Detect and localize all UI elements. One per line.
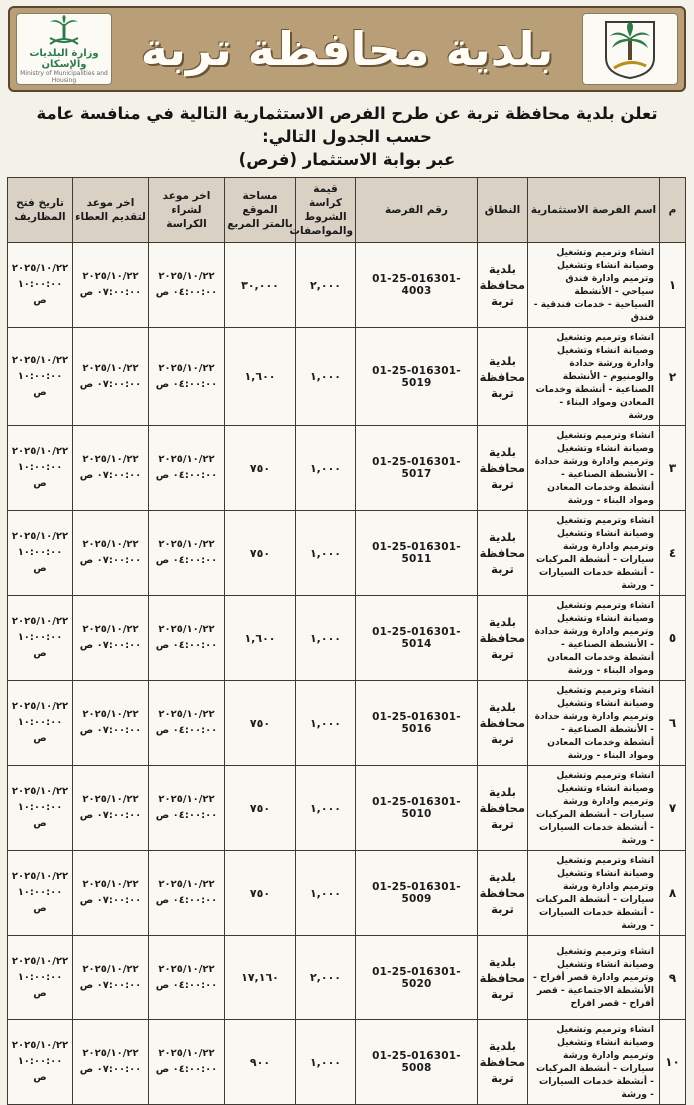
open-date-time: ١٠:٠٠:٠٠ ص — [17, 547, 63, 574]
opportunity-name-cell: انشاء وترميم وتشغيل وصيانة انشاء وتشغيل وترميم وادارة ورشة حدادة - الأنشطة الصناعية - أنشطة وخدمات المعادن ومواد البناء - ورشة — [528, 596, 660, 681]
opportunity-number-cell: 01-25-016301-5017 — [356, 426, 478, 511]
buy-deadline-time: ٠٤:٠٠:٠٠ ص — [155, 470, 218, 481]
opportunity-name-cell: انشاء وترميم وتشغيل وصيانة انشاء وتشغيل وترميم وادارة ورشة سيارات - أنشطة المركبات - أنشطة خدمات السيارات - ورشة — [528, 1020, 660, 1105]
opportunity-number-cell: 01-25-016301-5009 — [356, 851, 478, 936]
site-area-cell: ٧٥٠ — [225, 681, 296, 766]
row-number-cell: ٩ — [660, 936, 686, 1020]
bid-deadline-date: ٢٠٢٥/١٠/٢٢ — [82, 624, 139, 635]
site-area-cell: ١,٦٠٠ — [225, 596, 296, 681]
page-title: بلدية محافظة تربة — [140, 22, 554, 76]
bid-deadline-date: ٢٠٢٥/١٠/٢٢ — [82, 362, 139, 374]
buy-deadline-cell — [149, 766, 225, 851]
opportunity-name-cell: انشاء وترميم وتشغيل وصيانة انشاء وتشغيل وترميم وادارة ورشة حدادة - الأنشطة الصناعية - أنشطة وخدمات المعادن ومواد البناء - ورشة — [528, 681, 660, 766]
bid-deadline-cell — [73, 328, 149, 426]
bid-deadline-cell — [73, 596, 149, 681]
opportunity-number-cell: 01-25-016301-5016 — [356, 681, 478, 766]
header-name: اسم الفرصة الاستثمارية — [528, 178, 660, 243]
opportunity-name-cell: انشاء وترميم وتشغيل وصيانة انشاء وتشغيل وترميم وادارة ورشة سيارات - أنشطة المركبات - أنشطة خدمات السيارات - ورشة — [528, 511, 660, 596]
open-date-cell — [8, 243, 73, 328]
scope-cell: بلدية محافظة تربة — [478, 851, 528, 936]
row-number-cell: ٢ — [660, 328, 686, 426]
table-row — [8, 243, 686, 328]
row-number-cell: ٦ — [660, 681, 686, 766]
bid-deadline-time: ٠٧:٠٠:٠٠ ص — [79, 725, 142, 736]
opportunity-number-cell: 01-25-016301-5020 — [356, 936, 478, 1020]
site-area-cell: ١,٦٠٠ — [225, 328, 296, 426]
header-opportunity-number: رقم الفرصة — [356, 178, 478, 243]
open-date-cell — [8, 511, 73, 596]
booklet-price-cell: ١,٠٠٠ — [296, 511, 356, 596]
buy-deadline-cell — [149, 851, 225, 936]
header-bid-deadline: اخر موعد لتقديم العطاء — [73, 178, 149, 243]
bid-deadline-time: ٠٧:٠٠:٠٠ ص — [79, 1064, 142, 1075]
opportunity-name-cell: انشاء وترميم وتشغيل وصيانة انشاء وتشغيل وترميم وادارة ورشة سيارات - أنشطة المركبات - أنشطة خدمات السيارات - ورشة — [528, 851, 660, 936]
scope-cell: بلدية محافظة تربة — [478, 243, 528, 328]
scope-cell: بلدية محافظة تربة — [478, 426, 528, 511]
table-row — [8, 936, 686, 1020]
open-date-cell — [8, 426, 73, 511]
booklet-price-cell: ١,٠٠٠ — [296, 328, 356, 426]
bid-deadline-cell — [73, 243, 149, 328]
palm-swords-icon — [42, 14, 86, 48]
booklet-price-cell: ١,٠٠٠ — [296, 851, 356, 936]
buy-deadline-date: ٢٠٢٥/١٠/٢٢ — [158, 539, 215, 550]
header-site-area: مساحة الموقع بالمتر المربع — [225, 178, 296, 243]
bid-deadline-cell — [73, 511, 149, 596]
bid-deadline-time: ٠٧:٠٠:٠٠ ص — [79, 979, 142, 991]
opportunity-number-cell: 01-25-016301-5010 — [356, 766, 478, 851]
scope-cell: بلدية محافظة تربة — [478, 681, 528, 766]
booklet-price-cell: ١,٠٠٠ — [296, 426, 356, 511]
ministry-logo — [16, 13, 112, 85]
opportunity-name-cell: انشاء وترميم وتشغيل وصيانة انشاء وتشغيل وترميم وادارة فندق سياحي - الأنشطة السياحية - خدمات فندقية - فندق — [528, 243, 660, 328]
site-area-cell: ٧٥٠ — [225, 426, 296, 511]
buy-deadline-cell — [149, 511, 225, 596]
table-row — [8, 328, 686, 426]
buy-deadline-date: ٢٠٢٥/١٠/٢٢ — [158, 963, 215, 975]
open-date-date: ٢٠٢٥/١٠/٢٢ — [11, 871, 69, 882]
buy-deadline-cell — [149, 243, 225, 328]
scope-cell: بلدية محافظة تربة — [478, 766, 528, 851]
header-booklet-price: قيمة كراسة الشروط والمواصفات — [296, 178, 356, 243]
open-date-date: ٢٠٢٥/١٠/٢٢ — [11, 1040, 69, 1051]
open-date-date: ٢٠٢٥/١٠/٢٢ — [11, 531, 69, 542]
open-date-cell — [8, 681, 73, 766]
header-open-date: تاريخ فتح المظاريف — [8, 178, 73, 243]
bid-deadline-time: ٠٧:٠٠:٠٠ ص — [79, 378, 142, 390]
open-date-date: ٢٠٢٥/١٠/٢٢ — [11, 701, 69, 712]
table-row — [8, 851, 686, 936]
bid-deadline-date: ٢٠٢٥/١٠/٢٢ — [82, 539, 139, 550]
buy-deadline-cell — [149, 1020, 225, 1105]
municipality-logo — [582, 13, 678, 85]
booklet-price-cell: ٢,٠٠٠ — [296, 936, 356, 1020]
bid-deadline-time: ٠٧:٠٠:٠٠ ص — [79, 640, 142, 651]
ministry-subtitle: Ministry of Municipalities and Housing — [20, 70, 108, 84]
row-number-cell: ١ — [660, 243, 686, 328]
open-date-cell — [8, 1020, 73, 1105]
bid-deadline-cell — [73, 681, 149, 766]
opportunity-name-cell: انشاء وترميم وتشغيل وصيانة انشاء وتشغيل وترميم وادارة ورشة حدادة - الأنشطة الصناعية - أنشطة وخدمات المعادن ومواد البناء - ورشة — [528, 426, 660, 511]
open-date-time: ١٠:٠٠:٠٠ ص — [17, 802, 63, 829]
bid-deadline-cell — [73, 936, 149, 1020]
opportunity-number-cell: 01-25-016301-5019 — [356, 328, 478, 426]
bid-deadline-cell — [73, 766, 149, 851]
table-row — [8, 766, 686, 851]
open-date-date: ٢٠٢٥/١٠/٢٢ — [11, 955, 69, 967]
header-scope: النطاق — [478, 178, 528, 243]
buy-deadline-date: ٢٠٢٥/١٠/٢٢ — [158, 624, 215, 635]
table-row — [8, 596, 686, 681]
buy-deadline-time: ٠٤:٠٠:٠٠ ص — [155, 1064, 218, 1075]
booklet-price-cell: ١,٠٠٠ — [296, 766, 356, 851]
buy-deadline-cell — [149, 936, 225, 1020]
site-area-cell: ١٧,١٦٠ — [225, 936, 296, 1020]
bid-deadline-time: ٠٧:٠٠:٠٠ ص — [79, 287, 142, 298]
buy-deadline-date: ٢٠٢٥/١٠/٢٢ — [158, 709, 215, 720]
open-date-cell — [8, 851, 73, 936]
open-date-date: ٢٠٢٥/١٠/٢٢ — [11, 616, 69, 627]
site-area-cell: ٩٠٠ — [225, 1020, 296, 1105]
opportunity-name-cell: انشاء وترميم وتشغيل وصيانة انشاء وتشغيل وترميم وادارة قصر أفراح - الأنشطة الاجتماعية - قصر أفراح - قصر افراح — [528, 936, 660, 1020]
opportunity-number-cell: 01-25-016301-4003 — [356, 243, 478, 328]
bid-deadline-date: ٢٠٢٥/١٠/٢٢ — [82, 271, 139, 282]
open-date-cell — [8, 596, 73, 681]
scope-cell: بلدية محافظة تربة — [478, 511, 528, 596]
row-number-cell: ٨ — [660, 851, 686, 936]
buy-deadline-cell — [149, 596, 225, 681]
buy-deadline-date: ٢٠٢٥/١٠/٢٢ — [158, 271, 215, 282]
announcement-line-1: تعلن بلدية محافظة تربة عن طرح الفرص الاستثمارية التالية في منافسة عامة حسب الجدول التالي: — [36, 104, 658, 146]
bid-deadline-cell — [73, 851, 149, 936]
table-header-row — [8, 178, 686, 243]
buy-deadline-cell — [149, 328, 225, 426]
open-date-date: ٢٠٢٥/١٠/٢٢ — [11, 446, 69, 457]
scope-cell: بلدية محافظة تربة — [478, 596, 528, 681]
header-buy-deadline: اخر موعد لشراء الكراسة — [149, 178, 225, 243]
booklet-price-cell: ١,٠٠٠ — [296, 596, 356, 681]
bid-deadline-date: ٢٠٢٥/١٠/٢٢ — [82, 454, 139, 465]
buy-deadline-time: ٠٤:٠٠:٠٠ ص — [155, 555, 218, 566]
opportunity-name-cell: انشاء وترميم وتشغيل وصيانة انشاء وتشغيل وترميم وادارة ورشة سيارات - أنشطة المركبات - أنشطة خدمات السيارات - ورشة — [528, 766, 660, 851]
palm-emblem-icon — [600, 18, 660, 80]
table-row — [8, 681, 686, 766]
booklet-price-cell: ١,٠٠٠ — [296, 1020, 356, 1105]
bid-deadline-date: ٢٠٢٥/١٠/٢٢ — [82, 963, 139, 975]
bid-deadline-cell — [73, 1020, 149, 1105]
site-area-cell: ٧٥٠ — [225, 766, 296, 851]
open-date-cell — [8, 766, 73, 851]
row-number-cell: ٥ — [660, 596, 686, 681]
open-date-time: ١٠:٠٠:٠٠ ص — [17, 462, 63, 489]
booklet-price-cell: ٢,٠٠٠ — [296, 243, 356, 328]
buy-deadline-time: ٠٤:٠٠:٠٠ ص — [155, 640, 218, 651]
opportunity-number-cell: 01-25-016301-5008 — [356, 1020, 478, 1105]
open-date-cell — [8, 936, 73, 1020]
scope-cell: بلدية محافظة تربة — [478, 1020, 528, 1105]
announcement-line-2: عبر بوابة الاستثمار (فرص) — [238, 150, 456, 169]
open-date-time: ١٠:٠٠:٠٠ ص — [17, 632, 63, 659]
opportunity-name-cell: انشاء وترميم وتشغيل وصيانة انشاء وتشغيل وادارة ورشة حدادة والومنيوم - الأنشطة الصناعية - أنشطة وخدمات المعادن ومواد البناء - ورشة — [528, 328, 660, 426]
site-area-cell: ٣٠,٠٠٠ — [225, 243, 296, 328]
buy-deadline-time: ٠٤:٠٠:٠٠ ص — [155, 287, 218, 298]
table-row — [8, 426, 686, 511]
open-date-date: ٢٠٢٥/١٠/٢٢ — [11, 263, 69, 274]
table-row — [8, 511, 686, 596]
scope-cell: بلدية محافظة تربة — [478, 328, 528, 426]
buy-deadline-date: ٢٠٢٥/١٠/٢٢ — [158, 794, 215, 805]
announcement — [12, 102, 682, 171]
open-date-time: ١٠:٠٠:٠٠ ص — [17, 717, 63, 744]
open-date-date: ٢٠٢٥/١٠/٢٢ — [11, 786, 69, 797]
buy-deadline-date: ٢٠٢٥/١٠/٢٢ — [158, 1048, 215, 1059]
header-num: م — [660, 178, 686, 243]
open-date-time: ١٠:٠٠:٠٠ ص — [17, 370, 63, 398]
row-number-cell: ٤ — [660, 511, 686, 596]
site-area-cell: ٧٥٠ — [225, 851, 296, 936]
bid-deadline-date: ٢٠٢٥/١٠/٢٢ — [82, 1048, 139, 1059]
row-number-cell: ٧ — [660, 766, 686, 851]
open-date-cell — [8, 328, 73, 426]
opportunity-number-cell: 01-25-016301-5014 — [356, 596, 478, 681]
bid-deadline-time: ٠٧:٠٠:٠٠ ص — [79, 555, 142, 566]
buy-deadline-time: ٠٤:٠٠:٠٠ ص — [155, 378, 218, 390]
header-banner — [8, 6, 686, 92]
scope-cell: بلدية محافظة تربة — [478, 936, 528, 1020]
booklet-price-cell: ١,٠٠٠ — [296, 681, 356, 766]
bid-deadline-cell — [73, 426, 149, 511]
bid-deadline-date: ٢٠٢٥/١٠/٢٢ — [82, 709, 139, 720]
open-date-time: ١٠:٠٠:٠٠ ص — [17, 279, 63, 306]
open-date-date: ٢٠٢٥/١٠/٢٢ — [11, 354, 69, 366]
buy-deadline-time: ٠٤:٠٠:٠٠ ص — [155, 979, 218, 991]
bid-deadline-time: ٠٧:٠٠:٠٠ ص — [79, 810, 142, 821]
buy-deadline-date: ٢٠٢٥/١٠/٢٢ — [158, 362, 215, 374]
bid-deadline-time: ٠٧:٠٠:٠٠ ص — [79, 895, 142, 906]
table-row — [8, 1020, 686, 1105]
opportunities-table — [7, 177, 686, 1105]
row-number-cell: ١٠ — [660, 1020, 686, 1105]
bid-deadline-time: ٠٧:٠٠:٠٠ ص — [79, 470, 142, 481]
buy-deadline-date: ٢٠٢٥/١٠/٢٢ — [158, 454, 215, 465]
site-area-cell: ٧٥٠ — [225, 511, 296, 596]
open-date-time: ١٠:٠٠:٠٠ ص — [17, 1056, 63, 1083]
buy-deadline-time: ٠٤:٠٠:٠٠ ص — [155, 810, 218, 821]
row-number-cell: ٣ — [660, 426, 686, 511]
bid-deadline-date: ٢٠٢٥/١٠/٢٢ — [82, 879, 139, 890]
buy-deadline-date: ٢٠٢٥/١٠/٢٢ — [158, 879, 215, 890]
ministry-name: وزارة البلديات والإسكان — [29, 48, 99, 70]
open-date-time: ١٠:٠٠:٠٠ ص — [17, 971, 63, 999]
buy-deadline-cell — [149, 681, 225, 766]
opportunity-number-cell: 01-25-016301-5011 — [356, 511, 478, 596]
buy-deadline-time: ٠٤:٠٠:٠٠ ص — [155, 725, 218, 736]
buy-deadline-cell — [149, 426, 225, 511]
bid-deadline-date: ٢٠٢٥/١٠/٢٢ — [82, 794, 139, 805]
open-date-time: ١٠:٠٠:٠٠ ص — [17, 887, 63, 914]
buy-deadline-time: ٠٤:٠٠:٠٠ ص — [155, 895, 218, 906]
